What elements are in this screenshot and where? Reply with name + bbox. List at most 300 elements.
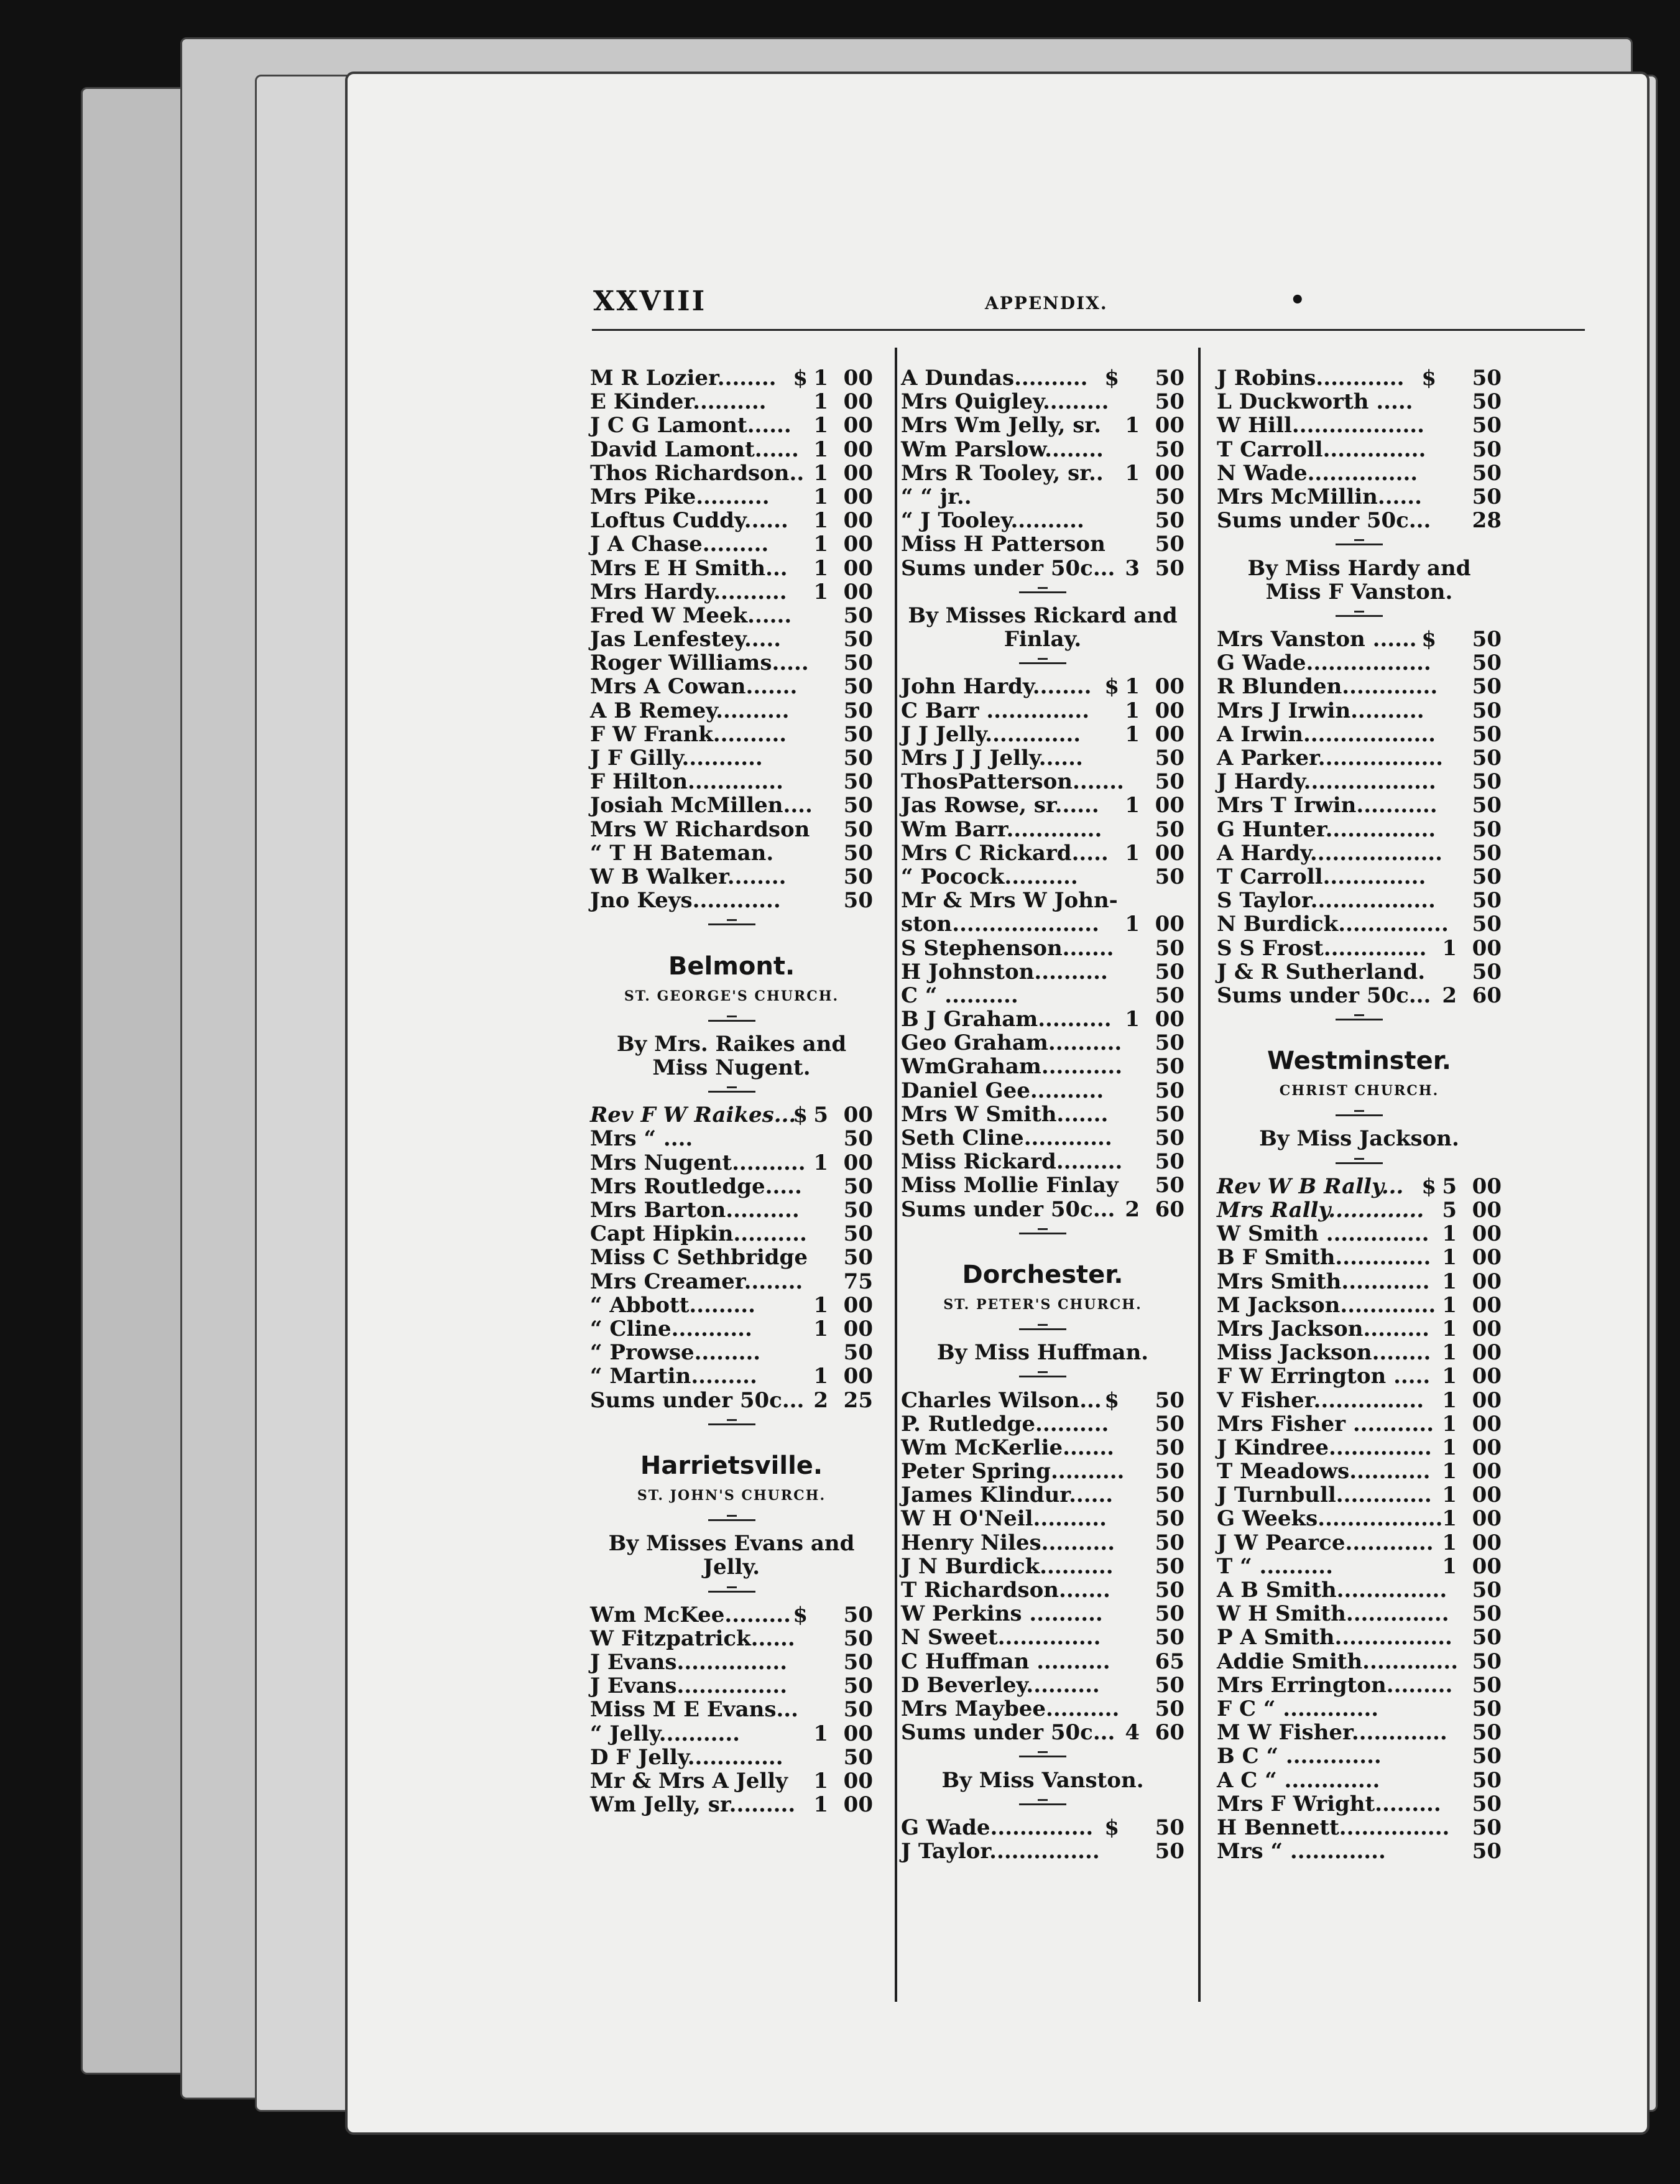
subscriber-row (590, 485, 873, 509)
subscriber-row (590, 1293, 873, 1317)
amount-cents: 50 (843, 1626, 873, 1651)
section-rule (590, 1580, 873, 1603)
subscriber-row (590, 1151, 873, 1175)
subscriber-name: Mrs “ ............. (1217, 1839, 1386, 1864)
amount-dollars: 1 (1442, 1364, 1457, 1389)
subscriber-name: J Taylor............... (901, 1839, 1100, 1864)
amount-cents: 00 (1472, 1316, 1502, 1341)
amount-cents: 00 (1155, 698, 1184, 723)
amount-cents: 00 (843, 1792, 873, 1818)
amount-dollars: 1 (1125, 840, 1140, 866)
subscriber-name: Miss Jackson........ (1217, 1340, 1431, 1366)
subscriber-row (590, 746, 873, 770)
amount-dollars: 1 (813, 1721, 828, 1746)
amount-cents: 50 (1155, 1696, 1184, 1721)
amount-cents: 50 (843, 1673, 873, 1699)
section-rule (1217, 1007, 1502, 1031)
amount-cents: 00 (1472, 1198, 1502, 1223)
subscriber-row (901, 1079, 1184, 1103)
subscriber-name: Sums under 50c... (1217, 508, 1431, 534)
amount-cents: 50 (1472, 1601, 1502, 1627)
subscriber-name: Mr & Mrs A Jelly (590, 1769, 788, 1793)
amount-cents: 50 (1155, 1625, 1184, 1650)
amount-cents: 00 (1472, 1269, 1502, 1294)
subscriber-row (590, 1175, 873, 1198)
amount-cents: 00 (843, 460, 873, 486)
subscriber-name: J Kindree.............. (1217, 1435, 1432, 1460)
amount-cents: 00 (843, 1150, 873, 1175)
amount-cents: 00 (843, 389, 873, 415)
amount-cents: 50 (1155, 1030, 1184, 1056)
subscriber-name: F C “ ............. (1217, 1696, 1379, 1721)
subscriber-row (901, 770, 1184, 794)
subscriber-row (1217, 1293, 1502, 1317)
subscriber-row (901, 1531, 1184, 1555)
amount-dollars: 1 (813, 1150, 828, 1175)
page-folio: XXVIII (593, 285, 707, 317)
amount-cents: 50 (843, 817, 873, 842)
amount-cents: 50 (843, 603, 873, 628)
subscriber-row (901, 485, 1184, 509)
subscriber-name: Daniel Gee.......... (901, 1078, 1104, 1103)
subscriber-row (590, 651, 873, 675)
subscriber-row (590, 1698, 873, 1721)
subscriber-name: Mrs Quigley......... (901, 389, 1109, 415)
subscriber-name: Mrs Pike.......... (590, 484, 770, 509)
amount-cents: 00 (843, 1721, 873, 1746)
amount-cents: 00 (1155, 413, 1184, 438)
amount-dollars: 1 (813, 532, 828, 557)
subscriber-name: “ Prowse......... (590, 1340, 761, 1366)
subscriber-name: R Blunden............. (1217, 674, 1438, 700)
subscriber-row (901, 1816, 1184, 1839)
column-divider-1 (895, 348, 897, 2002)
amount-dollars: 2 (813, 1387, 828, 1413)
subscriber-row (590, 1769, 873, 1793)
subscriber-row (901, 366, 1184, 390)
dollar-sign: $ (1421, 366, 1436, 391)
subscriber-row (1217, 1531, 1502, 1555)
amount-cents: 50 (1155, 1815, 1184, 1840)
subscriber-row (901, 390, 1184, 414)
amount-cents: 50 (1472, 1815, 1502, 1840)
subscriber-row (1217, 1602, 1502, 1626)
amount-cents: 50 (1472, 1672, 1502, 1698)
subscriber-row (1217, 889, 1502, 912)
subscriber-row (901, 865, 1184, 889)
running-head: APPENDIX. (985, 293, 1108, 313)
church-name: ST. JOHN'S CHURCH. (637, 1487, 826, 1504)
subscriber-row (1217, 1436, 1502, 1460)
subscriber-name: Mrs Barton.......... (590, 1198, 800, 1223)
subscriber-row (1217, 1246, 1502, 1269)
subscriber-name: J Turnbull............. (1217, 1483, 1432, 1508)
amount-cents: 00 (843, 1316, 873, 1341)
subscriber-row (1217, 1816, 1502, 1839)
section-rule (901, 651, 1184, 675)
subscriber-row (1217, 1389, 1502, 1412)
subscriber-row (590, 557, 873, 580)
subscriber-row (590, 604, 873, 627)
subscriber-row (901, 794, 1184, 817)
subscriber-name: B C “ ............. (1217, 1744, 1382, 1769)
subscriber-name: S S Frost.............. (1217, 935, 1427, 961)
subscriber-name: N Sweet.............. (901, 1625, 1101, 1650)
amount-cents: 50 (843, 1245, 873, 1270)
subscriber-row (1217, 1198, 1502, 1222)
subscriber-row (901, 1507, 1184, 1530)
amount-dollars: 3 (1125, 555, 1140, 581)
subscriber-name: W Hill.................. (1217, 413, 1424, 438)
amount-cents: 00 (843, 579, 873, 604)
amount-cents: 50 (843, 674, 873, 700)
subscriber-row (590, 438, 873, 461)
subscriber-name: L Duckworth ..... (1217, 389, 1413, 415)
amount-cents: 50 (1155, 1078, 1184, 1103)
dollar-sign: $ (1104, 674, 1119, 700)
subscriber-row (901, 461, 1184, 485)
subscriber-name: F Hilton............. (590, 769, 783, 795)
dollar-sign: $ (1104, 1387, 1119, 1413)
amount-cents: 00 (843, 1769, 873, 1793)
subscriber-row (590, 1793, 873, 1816)
subscriber-row (901, 532, 1184, 556)
amount-dollars: 1 (1125, 793, 1140, 818)
amount-cents: 00 (1155, 793, 1184, 818)
section-rule (590, 1080, 873, 1103)
amount-cents: 50 (1472, 484, 1502, 509)
amount-dollars: 1 (1442, 1411, 1457, 1437)
subscriber-name: Thos Richardson.. (590, 460, 805, 486)
subscriber-name: W H Smith.............. (1217, 1601, 1449, 1627)
subscriber-row (590, 675, 873, 698)
amount-cents: 60 (1472, 983, 1502, 1008)
subscriber-row (1217, 746, 1502, 770)
subscriber-row (901, 1126, 1184, 1150)
subscriber-name: Miss M E Evans... (590, 1697, 798, 1723)
subscriber-name: Fred W Meek...... (590, 603, 792, 628)
subscriber-row (1217, 651, 1502, 675)
section-rule (901, 1364, 1184, 1388)
subscriber-row (1217, 1578, 1502, 1602)
subscriber-name: Mrs Rally............. (1217, 1198, 1424, 1223)
amount-cents: 50 (1155, 1411, 1184, 1437)
amount-cents: 50 (1472, 769, 1502, 795)
amount-cents: 50 (1472, 888, 1502, 914)
amount-cents: 50 (1155, 1149, 1184, 1175)
subscriber-name: David Lamont...... (590, 437, 799, 462)
subscriber-row (901, 1103, 1184, 1126)
amount-cents: 50 (1155, 983, 1184, 1008)
amount-cents: 50 (843, 1602, 873, 1627)
collector-line: By Miss Vanston. (941, 1767, 1144, 1793)
amount-cents: 50 (1155, 437, 1184, 462)
amount-cents: 50 (843, 769, 873, 795)
section-spacer (590, 937, 873, 949)
subscriber-name: T Meadows........... (1217, 1459, 1431, 1484)
amount-cents: 00 (1472, 1483, 1502, 1508)
amount-dollars: 1 (1125, 1007, 1140, 1032)
amount-cents: 50 (843, 650, 873, 676)
subscriber-name: J Evans............... (590, 1650, 788, 1675)
subscriber-row (590, 1650, 873, 1674)
amount-dollars: 1 (1125, 912, 1140, 937)
subscriber-name: Mr & Mrs W John- (901, 888, 1118, 914)
header-mark: • (1290, 285, 1306, 315)
subscriber-row (590, 1389, 873, 1412)
subscriber-name: “ Cline........... (590, 1316, 752, 1341)
subscriber-name: S Stephenson....... (901, 935, 1114, 961)
subscriber-name: Mrs “ .... (590, 1126, 693, 1152)
subscriber-row (1217, 699, 1502, 723)
section-rule (901, 1317, 1184, 1341)
subscriber-row (901, 1389, 1184, 1412)
subscriber-row (901, 1555, 1184, 1578)
amount-cents: 50 (843, 627, 873, 652)
subscriber-row (1217, 1769, 1502, 1792)
amount-cents: 50 (843, 1221, 873, 1247)
amount-cents: 50 (1472, 437, 1502, 462)
subscriber-row (1217, 1175, 1502, 1198)
subscriber-row (590, 366, 873, 390)
amount-cents: 50 (1472, 746, 1502, 771)
subscriber-name: Mrs Maybee.......... (901, 1696, 1120, 1721)
amount-dollars: 1 (1125, 460, 1140, 486)
subscriber-row (590, 1674, 873, 1698)
subscriber-row (1217, 1341, 1502, 1364)
amount-dollars: 1 (1442, 1483, 1457, 1508)
subscriber-name: Mrs R Tooley, sr.. (901, 460, 1104, 486)
amount-cents: 00 (1472, 1435, 1502, 1460)
amount-dollars: 5 (813, 1103, 828, 1128)
collector-line: By Misses Evans and Jelly. (608, 1531, 855, 1580)
subscriber-row (901, 1626, 1184, 1649)
subscriber-row (590, 865, 873, 889)
subscriber-name: Mrs Wm Jelly, sr. (901, 413, 1102, 438)
dollar-sign: $ (1421, 1173, 1436, 1199)
amount-cents: 50 (1472, 912, 1502, 937)
subscriber-name: J Robins............ (1217, 366, 1405, 391)
subscriber-name: V Fisher............... (1217, 1387, 1424, 1413)
subscriber-name: Mrs Hardy.......... (590, 579, 787, 604)
amount-dollars: 1 (813, 484, 828, 509)
subscriber-name: Capt Hipkin.......... (590, 1221, 807, 1247)
subscriber-row (1217, 438, 1502, 461)
amount-cents: 50 (1155, 864, 1184, 889)
subscriber-row (901, 889, 1184, 912)
subscriber-row (1217, 723, 1502, 746)
section-rule (901, 1221, 1184, 1245)
subscriber-name: W H O'Neil.......... (901, 1506, 1107, 1532)
subscriber-row (901, 1031, 1184, 1055)
subscriber-row (901, 984, 1184, 1007)
dollar-sign: $ (1104, 1815, 1119, 1840)
amount-dollars: 1 (1442, 1530, 1457, 1555)
amount-cents: 50 (1472, 1578, 1502, 1603)
subscriber-name: B J Graham.......... (901, 1007, 1112, 1032)
amount-cents: 50 (1472, 1767, 1502, 1793)
subscriber-row (901, 937, 1184, 960)
amount-cents: 50 (1472, 1791, 1502, 1816)
amount-cents: 00 (1155, 1007, 1184, 1032)
amount-dollars: 1 (1442, 935, 1457, 961)
amount-dollars: 1 (813, 1792, 828, 1818)
subscriber-row (1217, 366, 1502, 390)
amount-cents: 50 (1472, 1696, 1502, 1721)
collector-line: By Miss Jackson. (1259, 1126, 1459, 1152)
subscriber-name: C Huffman .......... (901, 1649, 1110, 1674)
subscriber-name: Mrs Routledge..... (590, 1173, 802, 1199)
subscriber-name: J & R Sutherland. (1217, 959, 1426, 984)
subscriber-row (1217, 1460, 1502, 1483)
subscriber-name: Jas Lenfestey..... (590, 627, 782, 652)
amount-dollars: 1 (1442, 1506, 1457, 1532)
subscriber-name: Sums under 50c... (590, 1387, 805, 1413)
subscriber-name: Jas Rowse, sr...... (901, 793, 1099, 818)
subscriber-name: A Parker................. (1217, 746, 1444, 771)
column-divider-2 (1198, 348, 1201, 2002)
subscriber-row (1217, 1792, 1502, 1816)
amount-cents: 50 (1155, 1578, 1184, 1603)
section-spacer (901, 1245, 1184, 1257)
subscriber-name: Josiah McMillen.... (590, 793, 813, 818)
subscriber-name: Wm McKee......... (590, 1602, 791, 1627)
amount-cents: 00 (1472, 1411, 1502, 1437)
collector-line: By Miss Hardy and Miss F Vanston. (1247, 555, 1471, 604)
subscriber-row (901, 1055, 1184, 1078)
amount-dollars: 1 (1442, 1435, 1457, 1460)
subscriber-name: Peter Spring.......... (901, 1459, 1125, 1484)
amount-cents: 00 (1472, 1459, 1502, 1484)
amount-cents: 50 (1472, 1744, 1502, 1769)
subscriber-row (901, 1650, 1184, 1673)
amount-cents: 50 (843, 1650, 873, 1675)
subscriber-name: A Dundas.......... (901, 366, 1088, 391)
subscriber-name: Mrs J J Jelly...... (901, 746, 1083, 771)
subscriber-row (1217, 1744, 1502, 1768)
section-spacer (1217, 1031, 1502, 1043)
amount-cents: 60 (1155, 1720, 1184, 1746)
amount-dollars: 1 (813, 389, 828, 415)
subscriber-row (590, 1127, 873, 1150)
subscriber-row (1217, 912, 1502, 936)
amount-cents: 50 (1155, 1506, 1184, 1532)
subscriber-row (1217, 1626, 1502, 1649)
subscriber-row (590, 627, 873, 651)
subscriber-name: Geo Graham.......... (901, 1030, 1122, 1056)
column-2 (901, 366, 1184, 1863)
page-header (593, 285, 1585, 323)
subscriber-name: Miss H Patterson (901, 532, 1105, 557)
amount-dollars: 1 (1125, 698, 1140, 723)
subscriber-row (1217, 627, 1502, 651)
amount-cents: 00 (843, 366, 873, 391)
subscriber-name: WmGraham........... (901, 1054, 1123, 1080)
section-rule (901, 580, 1184, 604)
subscriber-name: Mrs Nugent.......... (590, 1150, 806, 1175)
amount-cents: 50 (1155, 769, 1184, 795)
subscriber-row (590, 841, 873, 865)
subscriber-row (1217, 1364, 1502, 1388)
subscriber-row (901, 723, 1184, 746)
subscriber-row (1217, 1721, 1502, 1744)
subscriber-row (590, 1198, 873, 1222)
amount-cents: 50 (1155, 1530, 1184, 1555)
amount-cents: 00 (843, 437, 873, 462)
subscriber-row (590, 1270, 873, 1293)
subscriber-row (901, 557, 1184, 580)
subscriber-name: G Wade.............. (901, 1815, 1094, 1840)
subscriber-row (590, 461, 873, 485)
subscriber-name: “ Abbott......... (590, 1292, 755, 1318)
subscriber-name: Mrs E H Smith... (590, 555, 788, 581)
amount-cents: 50 (1155, 1054, 1184, 1080)
subscriber-row (901, 438, 1184, 461)
subscriber-row (901, 675, 1184, 698)
subscriber-name: Henry Niles.......... (901, 1530, 1115, 1555)
amount-cents: 50 (1155, 817, 1184, 842)
subscriber-row (901, 1578, 1184, 1602)
collector-line: By Miss Huffman. (936, 1340, 1149, 1366)
subscriber-name: W Fitzpatrick...... (590, 1626, 795, 1651)
subscriber-row (901, 746, 1184, 770)
amount-cents: 50 (1472, 627, 1502, 652)
subscriber-name: “ Pocock.......... (901, 864, 1078, 889)
subscriber-name: Rev W B Rally... (1217, 1173, 1404, 1199)
section-spacer (590, 1436, 873, 1448)
amount-cents: 50 (1472, 793, 1502, 818)
subscriber-name: J N Burdick.......... (901, 1553, 1114, 1579)
subscriber-name: J Hardy.................. (1217, 769, 1436, 795)
amount-dollars: 1 (813, 1364, 828, 1389)
subscriber-name: A B Remey.......... (590, 698, 790, 723)
amount-cents: 50 (1155, 1173, 1184, 1198)
subscriber-name: Mrs F Wright......... (1217, 1791, 1441, 1816)
dollar-sign: $ (793, 366, 808, 391)
subscriber-name: Miss Rickard......... (901, 1149, 1123, 1175)
subscriber-row (901, 912, 1184, 936)
subscriber-row (1217, 865, 1502, 889)
amount-cents: 50 (1155, 366, 1184, 391)
subscriber-name: Roger Williams..... (590, 650, 809, 676)
amount-dollars: 1 (813, 508, 828, 534)
amount-dollars: 1 (813, 555, 828, 581)
subscriber-name: D Beverley.......... (901, 1672, 1100, 1698)
subscriber-row (1217, 770, 1502, 794)
amount-dollars: 1 (813, 437, 828, 462)
subscriber-row (901, 1412, 1184, 1436)
amount-dollars: 1 (1442, 1459, 1457, 1484)
subscriber-row (1217, 461, 1502, 485)
amount-dollars: 1 (813, 1292, 828, 1318)
subscriber-name: A Irwin.................. (1217, 721, 1436, 747)
subscriber-name: J C G Lamont...... (590, 413, 792, 438)
amount-cents: 50 (843, 721, 873, 747)
parish-title: Dorchester. (962, 1260, 1124, 1289)
amount-cents: 50 (1472, 698, 1502, 723)
amount-cents: 50 (843, 840, 873, 866)
subscriber-row (901, 818, 1184, 841)
subscriber-row (1217, 1555, 1502, 1578)
amount-cents: 50 (1155, 508, 1184, 534)
subscriber-row (901, 1198, 1184, 1221)
amount-cents: 25 (843, 1387, 873, 1413)
parish-title: Belmont. (668, 951, 795, 981)
subscriber-row (1217, 1507, 1502, 1530)
subscriber-name: H Bennett............... (1217, 1815, 1450, 1840)
subscriber-row (590, 414, 873, 437)
subscriber-row (1217, 1650, 1502, 1673)
